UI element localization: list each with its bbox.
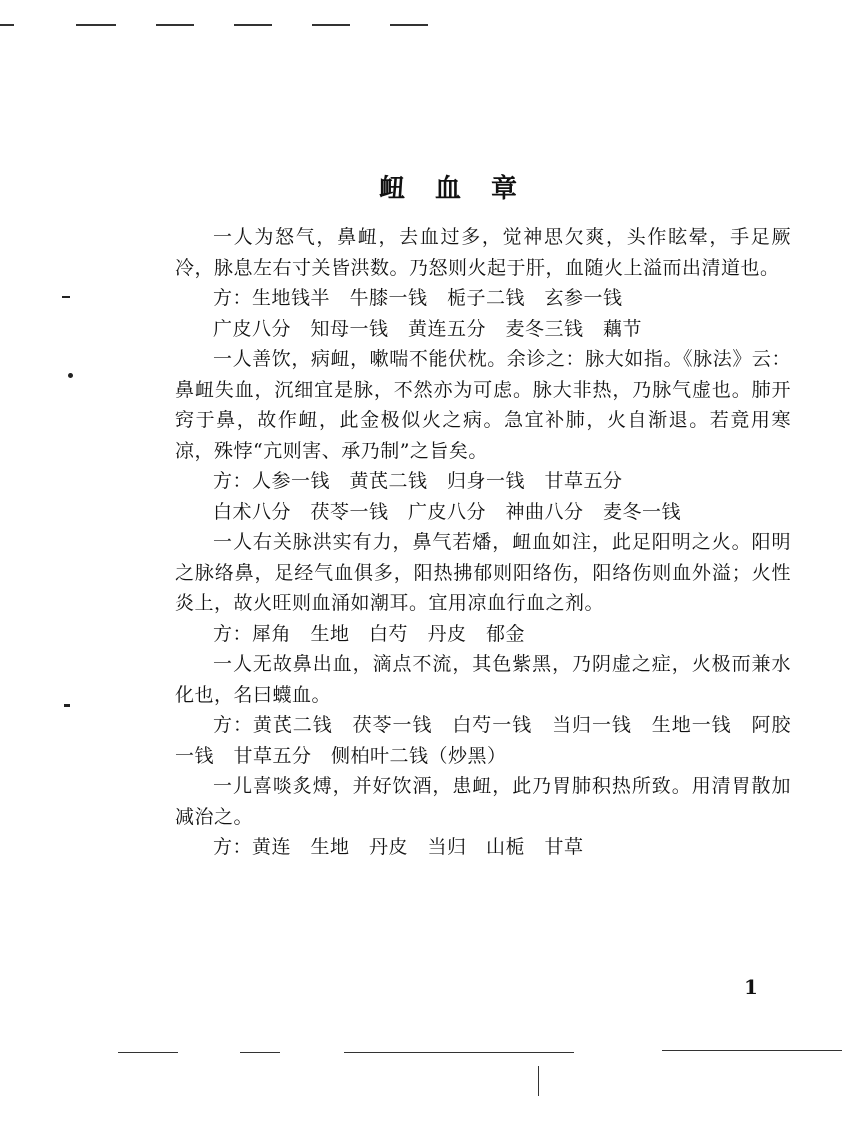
page-number: 1 [744,975,758,999]
scan-mark [0,24,14,26]
prescription-line: 方：黄芪二钱 茯苓一钱 白芍一钱 当归一钱 生地一钱 阿胶一钱 甘草五分 侧柏叶二钱（炒黑） [175,714,791,767]
scan-mark [156,24,194,26]
scan-mark [538,1066,539,1096]
scan-mark [662,1050,842,1051]
scan-mark [312,24,350,26]
scan-mark [344,1052,574,1053]
chapter-body [175,222,791,863]
scan-mark [240,1052,280,1053]
scan-mark [390,24,428,26]
prescription-line: 广皮八分 知母一钱 黄连五分 麦冬三钱 藕节 [213,317,643,340]
prescription-line: 方：黄连 生地 丹皮 当归 山栀 甘草 [213,836,584,858]
scan-mark [76,24,116,26]
case-paragraph: 一人为怒气，鼻衄，去血过多，觉神思欠爽，头作眩晕，手足厥冷，脉息左右寸关皆洪数。乃怒则火起于肝，血随火上溢而出清道也。 [175,226,791,279]
scan-mark [234,24,272,26]
prescription-line: 方：犀角 生地 白芍 丹皮 郁金 [213,622,526,645]
chapter-title: 衄血章 [378,174,547,204]
gutter-mark [62,296,70,298]
prescription-line: 白术八分 茯苓一钱 广皮八分 神曲八分 麦冬一钱 [213,500,682,523]
prescription-line: 方：生地钱半 牛膝一钱 栀子二钱 玄参一钱 [213,287,623,309]
case-paragraph: 一人善饮，病衄，嗽喘不能伏枕。余诊之：脉大如指。《脉法》云：鼻衄失血，沉细宜是脉，不然亦为可虑。脉大非热，乃脉气虚也。肺开窍于鼻，故作衄，此金极似火之病。急宜补肺，火自渐退。若竟用寒凉，殊悖“亢则害、承乃制”之旨矣。 [175,348,791,462]
gutter-mark [64,704,70,707]
case-paragraph: 一人无故鼻出血，滴点不流，其色紫黑，乃阴虚之症，火极而兼水化也，名曰蠛血。 [175,653,791,706]
case-paragraph: 一儿喜啖炙煿，并好饮酒，患衄，此乃胃肺积热所致。用清胃散加减治之。 [175,775,791,828]
case-paragraph: 一人右关脉洪实有力，鼻气若燔，衄血如注，此足阳明之火。阳明之脉络鼻，足经气血俱多，阳热拂郁则阳络伤，阳络伤则血外溢；火性炎上，故火旺则血涌如潮耳。宜用凉血行血之剂。 [175,531,791,614]
prescription-line: 方：人参一钱 黄芪二钱 归身一钱 甘草五分 [213,470,623,492]
scan-mark [118,1052,178,1053]
gutter-mark [68,373,73,378]
